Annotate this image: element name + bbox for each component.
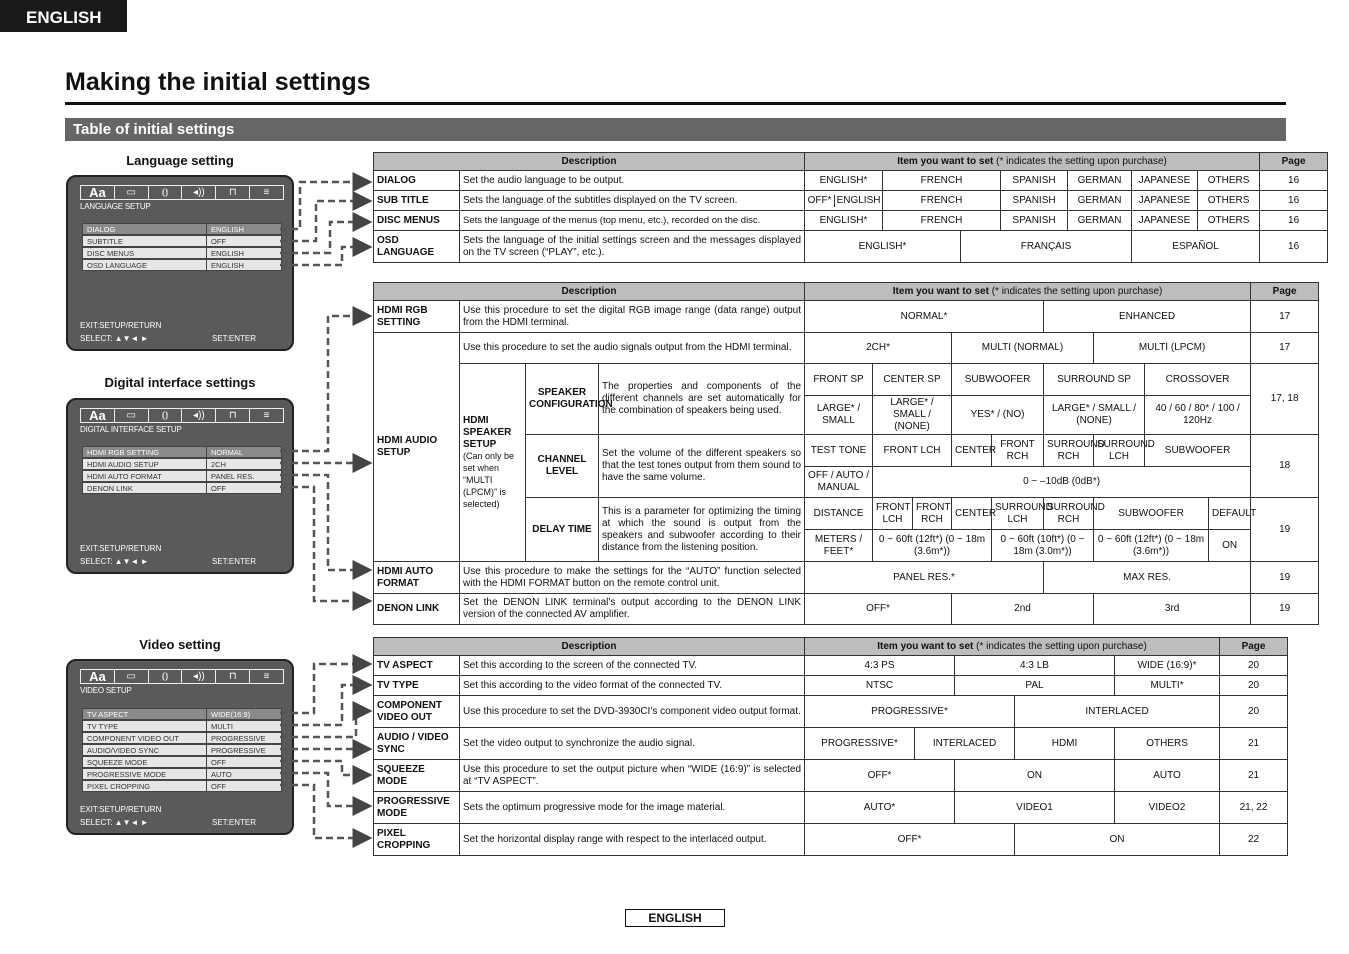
table-row: HDMI RGB SETTING Use this procedure to set the digital RGB image range (data range) output from the HDMI terminal. NORMAL* ENHANCED 17: [374, 301, 1319, 333]
table-row: HDMI AUTO FORMAT Use this procedure to make the settings for the “AUTO” function selected with the HDMI FORMAT button on the remote control unit. PANEL RES.* MAX RES. 19: [374, 562, 1319, 594]
speaker-person-icon: ⦅⦆: [149, 409, 183, 422]
table-row: TV TYPE Set this according to the video format of the connected TV. NTSC PAL MULTI* 20: [374, 676, 1288, 696]
table-row: HDMI SPEAKER SETUP (Can only be set when “MULTI (LPCM)” is selected) SPEAKER CONFIGURATION The properties and components of the different channels are set automatically for the combination of speakers being used. FRONT SP CENTER SP SUBWOOFER SURROUND SP CROSSOVER 17, 18: [374, 364, 1319, 396]
osd-set-hint: SET:ENTER: [212, 818, 257, 827]
other-setup-icon: ≡: [263, 187, 270, 198]
table-row: DENON LINK Set the DENON LINK terminal’s output according to the DENON LINK version of the connected AV amplifier. OFF* 2nd 3rd 19: [374, 594, 1319, 625]
table-row: PROGRESSIVE MODE Sets the optimum progressive mode for the image material. AUTO* VIDEO1 VIDEO2 21, 22: [374, 792, 1288, 824]
video-settings-table: [373, 637, 1288, 856]
osd-row: DENON LINK OFF: [82, 482, 282, 494]
osd-exit-hint: EXIT:SETUP/RETURN: [80, 805, 162, 814]
table-row: CHANNEL LEVEL Set the volume of the different speakers so that the test tones output from them sound to have the same volume. TEST TONE FRONT LCH CENTER FRONT RCH SURROUND RCH SURROUND LCH SUBWOOFER 18: [374, 435, 1319, 467]
osd-row: TV TYPE MULTI: [82, 720, 282, 732]
table-row: DELAY TIME This is a parameter for optimizing the timing at which the sound is output from the speakers and subwoofer according to their distance from the listening position. DISTANCE FRONT LCH FRONT RCH CENTER SURROUND LCH SURROUND RCH SUBWOOFER DEFAULT 19: [374, 498, 1319, 530]
other-setup-icon: ≡: [263, 410, 270, 421]
osd-title: VIDEO SETUP: [80, 686, 132, 695]
table-row: SUB TITLE Sets the language of the subtitles displayed on the TV screen. OFF* ENGLISH FRENCH SPANISH GERMAN JAPANESE OTHERS 16: [374, 191, 1328, 211]
table-row: HDMI AUDIO SETUP Use this procedure to set the audio signals output from the HDMI terminal. 2CH* MULTI (NORMAL) MULTI (LPCM) 17: [374, 333, 1319, 364]
osd-select-hint: SELECT: ▲▼◄ ►: [80, 334, 149, 343]
video-panel-label: Video setting: [139, 637, 221, 652]
digital-panel-label: Digital interface settings: [104, 375, 256, 390]
table-row: SQUEEZE MODE Use this procedure to set the output picture when “WIDE (16:9)” is selected at “TV ASPECT”. OFF* ON AUTO 21: [374, 760, 1288, 792]
table-row: PIXEL CROPPING Set the horizontal display range with respect to the interlaced output. OFF* ON 22: [374, 824, 1288, 856]
other-setup-icon: ≡: [263, 671, 270, 682]
description-header: Description: [374, 153, 805, 171]
osd-row: HDMI AUTO FORMAT PANEL RES.: [82, 470, 282, 482]
language-icon: Aa: [81, 409, 115, 422]
osd-set-hint: SET:ENTER: [212, 557, 257, 566]
osd-row: TV ASPECT WIDE(16:9): [82, 708, 282, 720]
section-title: Table of initial settings: [65, 118, 1286, 141]
table-row: OFF / AUTO / MANUAL 0 ~ –10dB (0dB*): [374, 467, 1319, 498]
osd-row: PIXEL CROPPING OFF: [82, 780, 282, 792]
video-icon: ▭: [115, 409, 149, 422]
video-icon: ▭: [115, 186, 149, 199]
osd-row: DISC MENUS ENGLISH: [82, 247, 282, 259]
description-header: Description: [374, 283, 805, 301]
osd-row: DIALOG ENGLISH: [82, 223, 282, 235]
osd-set-hint: SET:ENTER: [212, 334, 257, 343]
digital-settings-table: [373, 282, 1319, 625]
language-tab: ENGLISH: [0, 0, 127, 32]
item-header: Item you want to set (* indicates the setting upon purchase): [805, 153, 1260, 171]
language-panel-label: Language setting: [126, 153, 234, 168]
osd-row: PROGRESSIVE MODE AUTO: [82, 768, 282, 780]
osd-title: DIGITAL INTERFACE SETUP: [80, 425, 182, 434]
table-row: DIALOG Set the audio language to be output. ENGLISH* FRENCH SPANISH GERMAN JAPANESE OTHERS 16: [374, 171, 1328, 191]
lock-icon: ⊓: [216, 409, 250, 422]
language-settings-table: [373, 152, 1328, 263]
item-header: Item you want to set (* indicates the setting upon purchase): [805, 283, 1251, 301]
osd-title: LANGUAGE SETUP: [80, 202, 151, 211]
table-row: DISC MENUS Sets the language of the menus (top menu, etc.), recorded on the disc. ENGLISH* FRENCH SPANISH GERMAN JAPANESE OTHERS 16: [374, 211, 1328, 231]
language-icon: Aa: [81, 670, 115, 683]
osd-row: AUDIO/VIDEO SYNC PROGRESSIVE: [82, 744, 282, 756]
osd-row: OSD LANGUAGE ENGLISH: [82, 259, 282, 271]
osd-exit-hint: EXIT:SETUP/RETURN: [80, 544, 162, 553]
table-row: TV ASPECT Set this according to the screen of the connected TV. 4:3 PS 4:3 LB WIDE (16:9)* 20: [374, 656, 1288, 676]
table-row: METERS / FEET* 0 ~ 60ft (12ft*) (0 ~ 18m (3.6m*)) 0 ~ 60ft (10ft*) (0 ~ 18m (3.0m*)) 0 ~ 60ft (12ft*) (0 ~ 18m (3.6m*)) ON: [374, 530, 1319, 562]
osd-row: HDMI AUDIO SETUP 2CH: [82, 458, 282, 470]
video-icon: ▭: [115, 670, 149, 683]
table-row: COMPONENT VIDEO OUT Use this procedure to set the DVD-3930CI’s component video output format. PROGRESSIVE* INTERLACED 20: [374, 696, 1288, 728]
table-row: AUDIO / VIDEO SYNC Set the video output to synchronize the audio signal. PROGRESSIVE* INTERLACED HDMI OTHERS 21: [374, 728, 1288, 760]
speaker-person-icon: ⦅⦆: [149, 186, 183, 199]
page-header: Page: [1220, 638, 1288, 656]
language-icon: Aa: [81, 186, 115, 199]
audio-icon: ◂)): [182, 670, 216, 683]
osd-exit-hint: EXIT:SETUP/RETURN: [80, 321, 162, 330]
lock-icon: ⊓: [216, 670, 250, 683]
footer-language-label: ENGLISH: [625, 909, 725, 927]
page-title: Making the initial settings: [65, 68, 371, 96]
table-row: LARGE* / SMALL LARGE* / SMALL / (NONE) YES* / (NO) LARGE* / SMALL / (NONE) 40 / 60 / 80* / 100 / 120Hz: [374, 396, 1319, 435]
osd-select-hint: SELECT: ▲▼◄ ►: [80, 557, 149, 566]
lock-icon: ⊓: [216, 186, 250, 199]
description-header: Description: [374, 638, 805, 656]
item-header: Item you want to set (* indicates the setting upon purchase): [805, 638, 1220, 656]
page-header: Page: [1260, 153, 1328, 171]
osd-row: SQUEEZE MODE OFF: [82, 756, 282, 768]
osd-select-hint: SELECT: ▲▼◄ ►: [80, 818, 149, 827]
osd-row: HDMI RGB SETTING NORMAL: [82, 446, 282, 458]
osd-row: SUBTITLE OFF: [82, 235, 282, 247]
audio-icon: ◂)): [182, 186, 216, 199]
page-header: Page: [1251, 283, 1319, 301]
table-row: OSD LANGUAGE Sets the language of the initial settings screen and the messages displayed on the TV screen (“PLAY”, etc.). ENGLISH* FRANÇAIS ESPAÑOL 16: [374, 231, 1328, 263]
osd-row: COMPONENT VIDEO OUT PROGRESSIVE: [82, 732, 282, 744]
audio-icon: ◂)): [182, 409, 216, 422]
speaker-person-icon: ⦅⦆: [149, 670, 183, 683]
